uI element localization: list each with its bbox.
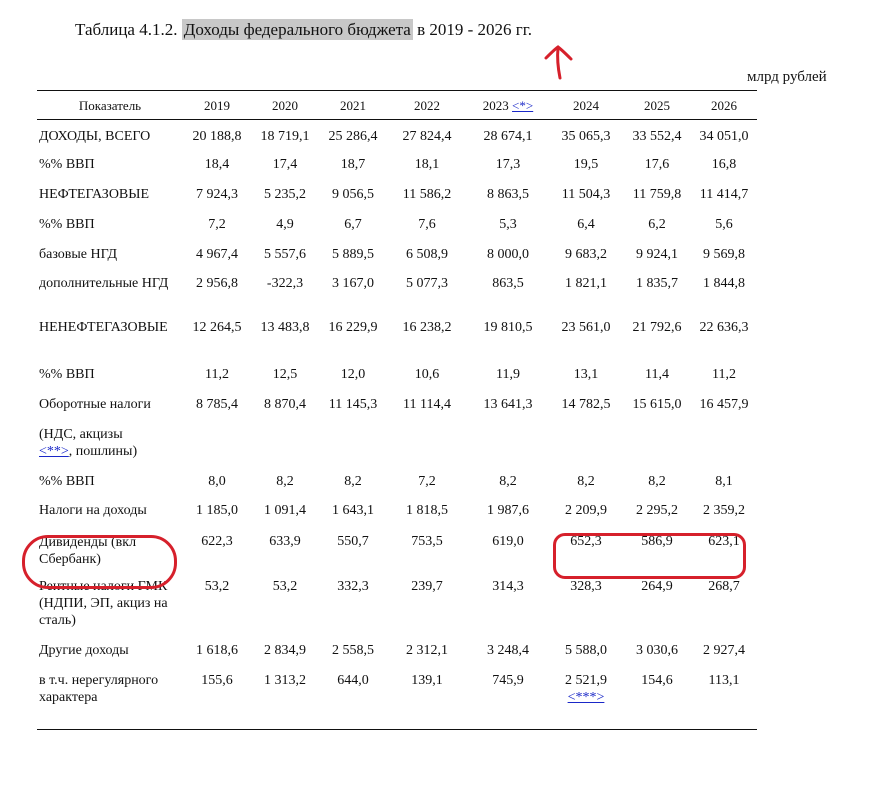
table-cell: 35 065,3 <box>561 129 611 144</box>
header-year: 2021 <box>319 91 387 120</box>
table-cell: 14 782,5 <box>561 396 611 412</box>
table-cell: 239,7 <box>411 578 443 594</box>
table-row <box>37 666 757 730</box>
table-cell: 9 569,8 <box>703 246 745 262</box>
table-cell: 8,2 <box>648 473 666 489</box>
table-cell: 6,7 <box>344 216 362 232</box>
row-label: Рентные налоги ГМК (НДПИ, ЭП, акциз на сталь) <box>39 578 168 628</box>
table-cell: 623,1 <box>708 533 740 549</box>
table-cell: 3 248,4 <box>487 642 529 658</box>
table-cell: 11,2 <box>712 366 736 382</box>
table-cell: 11 504,3 <box>561 186 611 202</box>
table-cell: 23 561,0 <box>561 319 611 335</box>
table-cell: 13 483,8 <box>260 319 310 335</box>
caption-prefix: Таблица 4.1.2. <box>75 20 178 39</box>
table-cell: 139,1 <box>411 672 443 688</box>
table-cell: 264,9 <box>641 578 673 594</box>
table-row <box>37 422 757 466</box>
header-year: 2026 <box>691 91 757 120</box>
table-cell: 12 264,5 <box>192 319 242 335</box>
table-cell: 17,4 <box>272 156 298 172</box>
table-cell: 2 558,5 <box>332 642 374 658</box>
table-cell: 2 359,2 <box>703 502 745 518</box>
table-cell: 586,9 <box>641 533 673 549</box>
table-row <box>37 180 757 210</box>
header-year: 2025 <box>623 91 691 120</box>
footnote-link-2[interactable]: <**> <box>39 443 69 459</box>
table-cell: 16 238,2 <box>402 319 452 335</box>
header-year: 2020 <box>251 91 319 120</box>
table-cell: 2 312,1 <box>406 642 448 658</box>
table-cell: 154,6 <box>641 672 673 688</box>
table-cell: 5 557,6 <box>264 246 306 262</box>
table-cell: 11 414,7 <box>699 186 749 202</box>
row-label: НЕНЕФТЕГАЗОВЫЕ <box>39 319 168 335</box>
table-cell: 9 924,1 <box>636 246 678 262</box>
units-label: млрд рублей <box>747 69 827 85</box>
table-cell: 550,7 <box>337 533 369 549</box>
table-cell: 2 209,9 <box>565 502 607 518</box>
table-cell: 8,2 <box>577 473 595 489</box>
table-cell: 332,3 <box>337 578 369 594</box>
row-label: дополнительные НГД <box>39 275 169 291</box>
table-cell: 5 235,2 <box>264 186 306 202</box>
table-cell: 1 987,6 <box>487 502 529 518</box>
table-cell: 9 683,2 <box>565 246 607 262</box>
table-cell: 11,4 <box>645 366 669 382</box>
table-cell: 18 719,1 <box>260 129 310 144</box>
table-cell: 16 457,9 <box>699 396 749 412</box>
table-cell: 622,3 <box>201 533 233 549</box>
table-cell: 1 818,5 <box>406 502 448 518</box>
table-row <box>37 270 757 315</box>
row-label: %% ВВП <box>39 156 95 172</box>
table-cell: 5 077,3 <box>406 275 448 291</box>
table-row <box>37 120 757 150</box>
table-cell: 1 313,2 <box>264 672 306 688</box>
table-cell: 745,9 <box>492 672 524 688</box>
table-cell: 6,4 <box>577 216 595 232</box>
table-cell-2024 <box>549 666 623 730</box>
table-cell: 16 229,9 <box>328 319 378 335</box>
row-label: базовые НГД <box>39 246 118 262</box>
table-cell: 268,7 <box>708 578 740 594</box>
table-cell: 18,7 <box>340 156 366 172</box>
table-cell: 1 821,1 <box>565 275 607 291</box>
caption-suffix: в 2019 - 2026 гг. <box>417 20 533 39</box>
table-header-row <box>37 91 757 120</box>
table-cell: 19,5 <box>573 156 599 172</box>
table-cell: 53,2 <box>204 578 230 594</box>
table-cell: 2 927,4 <box>703 642 745 658</box>
table-cell: 8,2 <box>344 473 362 489</box>
table-cell: 8,0 <box>208 473 226 489</box>
table-cell: 2 295,2 <box>636 502 678 518</box>
table-row <box>37 390 757 422</box>
table-cell: 28 674,1 <box>483 129 533 144</box>
table-cell: 11 759,8 <box>632 186 682 202</box>
table-cell: 7,2 <box>418 473 436 489</box>
row-label: ДОХОДЫ, ВСЕГО <box>39 129 151 144</box>
row-label-part: (НДС, акцизы <box>39 426 123 442</box>
table-cell: 5 588,0 <box>565 642 607 658</box>
table-cell: 27 824,4 <box>402 129 452 144</box>
footnote-link-1[interactable]: <*> <box>512 97 534 113</box>
red-up-arrow-icon <box>538 42 578 82</box>
header-year-2023 <box>467 91 549 120</box>
table-cell: 8 000,0 <box>487 246 529 262</box>
table-cell: 11 114,4 <box>403 396 451 412</box>
table-cell: 13 641,3 <box>483 396 533 412</box>
table-cell: 9 056,5 <box>332 186 374 202</box>
table-cell: 1 643,1 <box>332 502 374 518</box>
table-cell: 1 844,8 <box>703 275 745 291</box>
table-row <box>37 466 757 496</box>
footnote-link-3[interactable]: <***> <box>567 689 605 705</box>
red-circle-dividends-label <box>22 535 177 589</box>
table-cell: 113,1 <box>708 672 740 688</box>
table-cell: 12,0 <box>340 366 366 382</box>
table-cell: 22 636,3 <box>699 319 749 335</box>
table-row <box>37 210 757 240</box>
table-cell: 18,4 <box>204 156 230 172</box>
table-cell: 19 810,5 <box>483 319 533 335</box>
table-cell: 8 870,4 <box>264 396 306 412</box>
table-row <box>37 360 757 390</box>
table-cell: 6,2 <box>648 216 666 232</box>
table-cell: 1 835,7 <box>636 275 678 291</box>
header-year-label: 2023 <box>482 97 509 113</box>
table-cell: 644,0 <box>337 672 369 688</box>
table-cell: 1 618,6 <box>196 642 238 658</box>
table-cell: 155,6 <box>201 672 233 688</box>
table-cell: 1 185,0 <box>196 502 238 518</box>
header-year: 2024 <box>549 91 623 120</box>
table-row <box>37 496 757 526</box>
table-cell: 8,2 <box>276 473 294 489</box>
table-cell: 652,3 <box>570 533 602 549</box>
table-cell: 7,6 <box>418 216 436 232</box>
row-label: Налоги на доходы <box>39 502 147 518</box>
table-cell: 3 167,0 <box>332 275 374 291</box>
table-cell: 33 552,4 <box>632 129 682 144</box>
table-cell: 13,1 <box>573 366 599 382</box>
row-label-part: , пошлины) <box>68 443 138 459</box>
table-cell-value: 2 521,9 <box>565 672 607 688</box>
table-cell: 34 051,0 <box>699 129 749 144</box>
table-row <box>37 636 757 666</box>
table-cell: 8,2 <box>499 473 517 489</box>
table-cell: 18,1 <box>414 156 440 172</box>
table-cell: 11,2 <box>205 366 229 382</box>
table-cell: 4 967,4 <box>196 246 238 262</box>
table-row <box>37 150 757 180</box>
table-cell: 17,6 <box>644 156 670 172</box>
table-cell: 8 863,5 <box>487 186 529 202</box>
table-cell: 328,3 <box>570 578 602 594</box>
table-cell: 2 956,8 <box>196 275 238 291</box>
red-circle-dividends-2024-2026 <box>553 533 746 579</box>
table-cell: 16,8 <box>711 156 737 172</box>
row-label: НЕФТЕГАЗОВЫЕ <box>39 186 150 202</box>
table-cell: 863,5 <box>492 275 524 291</box>
table-cell: 11 145,3 <box>328 396 378 412</box>
header-indicator: Показатель <box>37 91 183 120</box>
table-cell: 7 924,3 <box>196 186 238 202</box>
table-caption <box>75 20 532 40</box>
row-label: Другие доходы <box>39 642 129 658</box>
table-cell: 21 792,6 <box>632 319 682 335</box>
table-cell: 8 785,4 <box>196 396 238 412</box>
table-cell: 11 586,2 <box>402 186 452 202</box>
table-row <box>37 240 757 270</box>
table-cell: 633,9 <box>269 533 301 549</box>
budget-revenue-table <box>37 90 757 730</box>
header-year: 2022 <box>387 91 467 120</box>
table-cell: 7,2 <box>208 216 226 232</box>
caption-highlighted-title: Доходы федерального бюджета <box>183 20 411 39</box>
table-cell: 1 091,4 <box>264 502 306 518</box>
row-label: %% ВВП <box>39 473 95 489</box>
table-cell: 314,3 <box>492 578 524 594</box>
table-cell: 5,3 <box>499 216 517 232</box>
table-cell: 53,2 <box>272 578 298 594</box>
table-cell: 4,9 <box>276 216 294 232</box>
table-cell: -322,3 <box>266 275 304 291</box>
header-year: 2019 <box>183 91 251 120</box>
table-cell: 25 286,4 <box>328 129 378 144</box>
table-cell: 6 508,9 <box>406 246 448 262</box>
row-label: в т.ч. нерегулярного характера <box>39 672 159 705</box>
table-cell: 3 030,6 <box>636 642 678 658</box>
row-label: Дивиденды (вкл Сбербанк) <box>39 534 137 567</box>
row-label-note <box>37 422 251 466</box>
table-cell: 2 834,9 <box>264 642 306 658</box>
table-cell: 8,1 <box>715 473 733 489</box>
table-cell: 20 188,8 <box>192 129 242 144</box>
table-cell: 619,0 <box>492 533 524 549</box>
table-row <box>37 315 757 360</box>
table-cell: 15 615,0 <box>632 396 682 412</box>
table-cell: 11,9 <box>496 366 520 382</box>
table-cell: 17,3 <box>495 156 521 172</box>
table-cell: 12,5 <box>272 366 298 382</box>
row-label: %% ВВП <box>39 366 95 382</box>
row-label: %% ВВП <box>39 216 95 232</box>
table-cell: 753,5 <box>411 533 443 549</box>
table-cell: 10,6 <box>414 366 440 382</box>
row-label: Оборотные налоги <box>39 396 151 412</box>
table-cell: 5 889,5 <box>332 246 374 262</box>
table-cell: 5,6 <box>715 216 733 232</box>
